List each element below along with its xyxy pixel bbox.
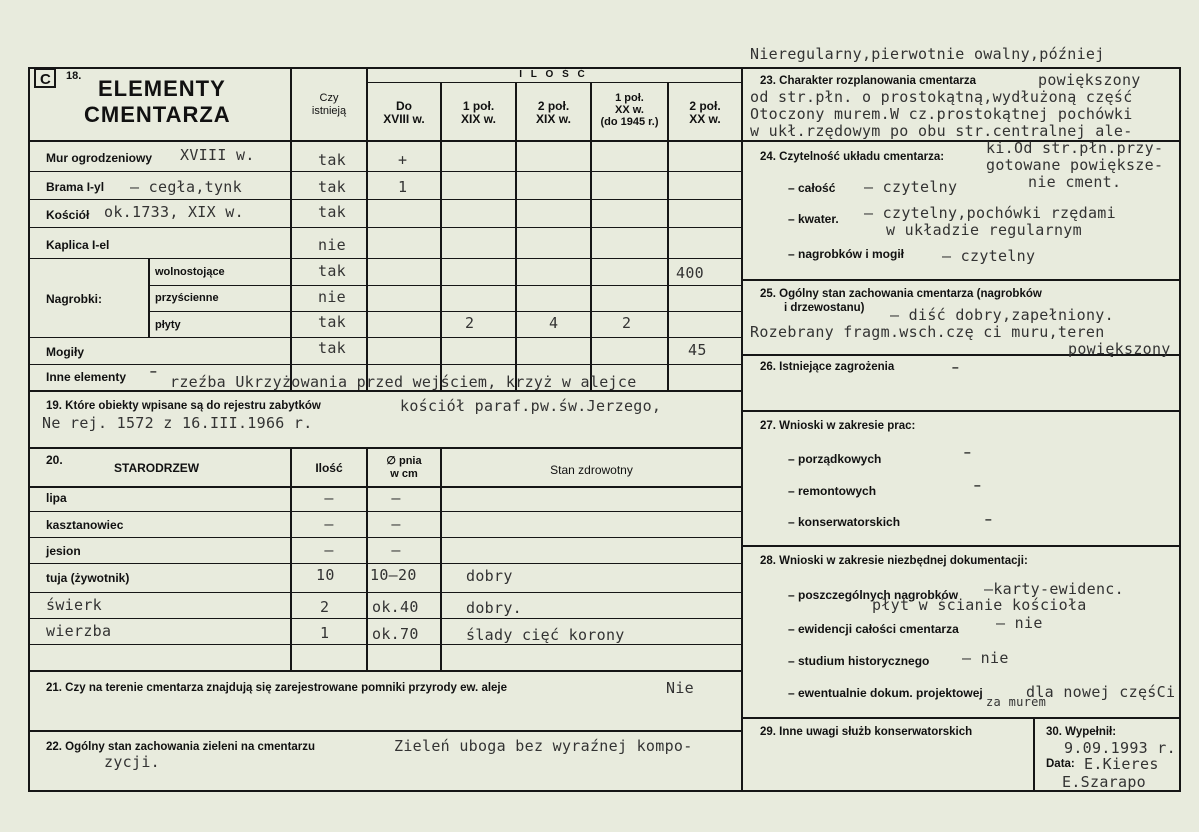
s27-konserwatorskie-value: – bbox=[985, 512, 992, 526]
section-27-label: 27. Wnioski w zakresie prac: bbox=[760, 420, 916, 432]
section-23-l4: w ukł.rzędowym po obu str.centralnej ale- bbox=[750, 122, 1133, 140]
section-23-l1: powiększony bbox=[1038, 71, 1141, 89]
s28-ewidencja: – ewidencji całości cmentarza bbox=[788, 622, 959, 636]
section-20-title: STARODRZEW bbox=[114, 461, 200, 475]
section-26-label: 26. Istniejące zagrożenia bbox=[760, 361, 895, 373]
tree-name: jesion bbox=[46, 544, 81, 558]
row-kaplica-label: Kaplica I-el bbox=[46, 238, 110, 252]
row-mogily-exists: tak bbox=[318, 339, 346, 357]
row-wolno-label: wolnostojące bbox=[155, 266, 225, 278]
section-25-v2: Rozebrany fragm.wsch.czę ci muru,teren bbox=[750, 323, 1105, 341]
tree-name: kasztanowiec bbox=[46, 518, 124, 532]
row-inne-label: Inne elementy bbox=[46, 370, 127, 384]
section-23-label: 23. Charakter rozplanowania cmentarza bbox=[760, 75, 977, 87]
s27-porzadkowe: – porządkowych bbox=[788, 452, 882, 466]
row-brama-c1: 1 bbox=[398, 178, 408, 196]
ilosc-header: I L O Ś Ć bbox=[519, 69, 588, 80]
tree-diam: – bbox=[391, 541, 401, 559]
section-18-title-1: ELEMENTY bbox=[98, 76, 226, 101]
section-22-line2: zycji. bbox=[104, 753, 160, 771]
section-23-l3: Otoczony murem.W cz.prostokątnej pochówki bbox=[750, 105, 1133, 123]
row-plyty-c2: 2 bbox=[465, 314, 475, 332]
s28-nagrobki-value1: –karty-ewidenc. bbox=[984, 580, 1124, 598]
row-brama-exists: tak bbox=[318, 178, 346, 196]
row-kaplica-exists: nie bbox=[318, 236, 346, 254]
s27-porzadkowe-value: – bbox=[964, 445, 971, 459]
tree-name: wierzba bbox=[46, 622, 112, 640]
section-24-n1: ki.Od str.płn.przy- bbox=[986, 139, 1164, 157]
tree-name: lipa bbox=[46, 491, 67, 505]
section-22-label: 22. Ogólny stan zachowania zieleni na cmentarzu bbox=[46, 741, 316, 753]
tree-diam: 10–20 bbox=[370, 566, 417, 584]
section-25-label1: 25. Ogólny stan zachowania cmentarza (nagrobków bbox=[760, 288, 1042, 300]
row-kosciol-exists: tak bbox=[318, 203, 346, 221]
row-przysc-exists: nie bbox=[318, 288, 346, 306]
row-przysc-label: przyścienne bbox=[155, 292, 219, 304]
section-letter: C bbox=[40, 71, 51, 88]
row-brama-label: Brama I-yl bbox=[46, 180, 105, 194]
row-brama-note: – cegła,tynk bbox=[130, 178, 242, 196]
row-mur-label: Mur ogrodzeniowy bbox=[46, 151, 152, 165]
row-mur-note: XVIII w. bbox=[180, 146, 255, 164]
section-22-line1: Zieleń uboga bez wyraźnej kompo- bbox=[394, 737, 693, 755]
row-mur-exists: tak bbox=[318, 151, 346, 169]
s24-kwater-label: – kwater. bbox=[788, 212, 839, 226]
section-24-label: 24. Czytelność układu cmentarza: bbox=[760, 151, 945, 163]
row-mur-c1: + bbox=[398, 151, 408, 169]
row-kosciol-note: ok.1733, XIX w. bbox=[104, 203, 244, 221]
s24-calosc-label: – całość bbox=[788, 181, 836, 195]
section-28-label: 28. Wnioski w zakresie niezbędnej dokumentacji: bbox=[760, 555, 1028, 567]
section-25-v1: – diść dobry,zapełniony. bbox=[890, 306, 1114, 324]
s24-kwater-value1: – czytelny,pochówki rzędami bbox=[864, 204, 1116, 222]
tree-diam: – bbox=[391, 489, 401, 507]
section-21-value: Nie bbox=[666, 679, 694, 697]
section-letter-box bbox=[34, 68, 56, 88]
s28-studium-value: – nie bbox=[962, 649, 1009, 667]
s27-remontowe: – remontowych bbox=[788, 484, 877, 498]
row-inne-dash: – bbox=[150, 364, 157, 378]
section-23-l2: od str.płn. o prostokątną,wydłużoną część bbox=[750, 88, 1133, 106]
row-mogily-c5: 45 bbox=[688, 341, 707, 359]
row-plyty-c4: 2 bbox=[622, 314, 632, 332]
col-header-3: 2 poł. XIX w. bbox=[536, 99, 571, 126]
col-header-2: 1 poł. XIX w. bbox=[461, 99, 496, 126]
tree-diam: – bbox=[391, 515, 401, 533]
section-30-name2: E.Szarapo bbox=[1062, 773, 1146, 791]
s24-nagrobkow-value: – czytelny bbox=[942, 247, 1036, 265]
tree-qty: 2 bbox=[320, 598, 330, 616]
section-21-label: 21. Czy na terenie cmentarza znajdują się zarejestrowane pomniki przyrody ew. aleje bbox=[46, 682, 508, 694]
tree-health: ślady cięć korony bbox=[466, 626, 625, 644]
s28-studium: – studium historycznego bbox=[788, 654, 930, 668]
s28-projektowa-value2: za murem bbox=[986, 695, 1047, 709]
tree-qty: 10 bbox=[316, 566, 335, 584]
col-exists-header: Czy istnieją bbox=[311, 92, 347, 117]
tree-diam: ok.40 bbox=[372, 598, 419, 616]
row-mogily-label: Mogiły bbox=[46, 345, 84, 359]
s28-nagrobki: – poszczególnych nagrobków bbox=[788, 588, 959, 602]
tree-qty: – bbox=[324, 541, 334, 559]
section-23-top: Nieregularny,pierwotnie owalny,później bbox=[750, 45, 1105, 63]
s27-konserwatorskie: – konserwatorskich bbox=[788, 515, 901, 529]
s28-ewidencja-value: – nie bbox=[996, 614, 1043, 632]
tree-name: świerk bbox=[46, 596, 102, 614]
row-plyty-exists: tak bbox=[318, 313, 346, 331]
col-header-1: Do XVIII w. bbox=[383, 99, 425, 126]
s28-nagrobki-value2: płyt w ścianie kościoła bbox=[872, 596, 1087, 614]
row-plyty-label: płyty bbox=[155, 319, 181, 331]
row-wolno-c5: 400 bbox=[676, 264, 704, 282]
tree-name: tuja (żywotnik) bbox=[46, 571, 130, 585]
row-wolno-exists: tak bbox=[318, 262, 346, 280]
section-30-date: 9.09.1993 r. bbox=[1064, 739, 1176, 757]
section-30-data-label: Data: bbox=[1046, 758, 1075, 770]
s24-calosc-value: – czytelny bbox=[864, 178, 958, 196]
tree-qty: – bbox=[324, 515, 334, 533]
tree-health: dobry. bbox=[466, 599, 522, 617]
section-25-label2: i drzewostanu) bbox=[784, 302, 865, 314]
section-20-number: 20. bbox=[46, 453, 63, 467]
section-24-n2: gotowane powiększe- bbox=[986, 156, 1164, 174]
tree-qty: – bbox=[324, 489, 334, 507]
section-18-title-2: CMENTARZA bbox=[84, 102, 231, 127]
section-29-label: 29. Inne uwagi służb konserwatorskich bbox=[760, 726, 973, 738]
row-inne-note: rzeźba Ukrzyżowania przed wejściem, krzyż w alejce bbox=[170, 373, 637, 391]
s24-nagrobkow-label: – nagrobków i mogił bbox=[788, 247, 905, 261]
s20-col-diam: ∅ pnia w cm bbox=[386, 455, 422, 480]
s20-col-health: Stan zdrowotny bbox=[550, 463, 633, 477]
tree-diam: ok.70 bbox=[372, 625, 419, 643]
col-header-4: 1 poł. XX w. (do 1945 r.) bbox=[600, 92, 659, 128]
section-25-v3: powiększony bbox=[1068, 340, 1171, 358]
row-kosciol-label: Kościół bbox=[46, 208, 90, 222]
row-plyty-c3: 4 bbox=[549, 314, 559, 332]
section-19-label: 19. Które obiekty wpisane są do rejestru zabytków bbox=[46, 400, 321, 412]
s28-projektowa: – ewentualnie dokum. projektowej bbox=[788, 686, 983, 700]
col-header-5: 2 poł. XX w. bbox=[689, 99, 721, 126]
s24-kwater-value2: w układzie regularnym bbox=[886, 221, 1082, 239]
section-30-name1: E.Kieres bbox=[1084, 755, 1159, 773]
tree-qty: 1 bbox=[320, 624, 330, 642]
section-30-label: 30. Wypełnił: bbox=[1046, 726, 1117, 738]
section-24-n3: nie cment. bbox=[1028, 173, 1122, 191]
section-19-line2: Ne rej. 1572 z 16.III.1966 r. bbox=[42, 414, 313, 432]
section-26-value: – bbox=[952, 360, 959, 374]
s27-remontowe-value: – bbox=[974, 478, 981, 492]
tree-health: dobry bbox=[466, 567, 513, 585]
s28-projektowa-value1: dla nowej częśCi bbox=[1026, 683, 1176, 701]
s20-col-qty: Ilość bbox=[315, 461, 343, 475]
section-18-number: 18. bbox=[66, 70, 82, 82]
row-nagrobki-label: Nagrobki: bbox=[46, 292, 103, 306]
section-19-line1: kościół paraf.pw.św.Jerzego, bbox=[400, 397, 662, 415]
